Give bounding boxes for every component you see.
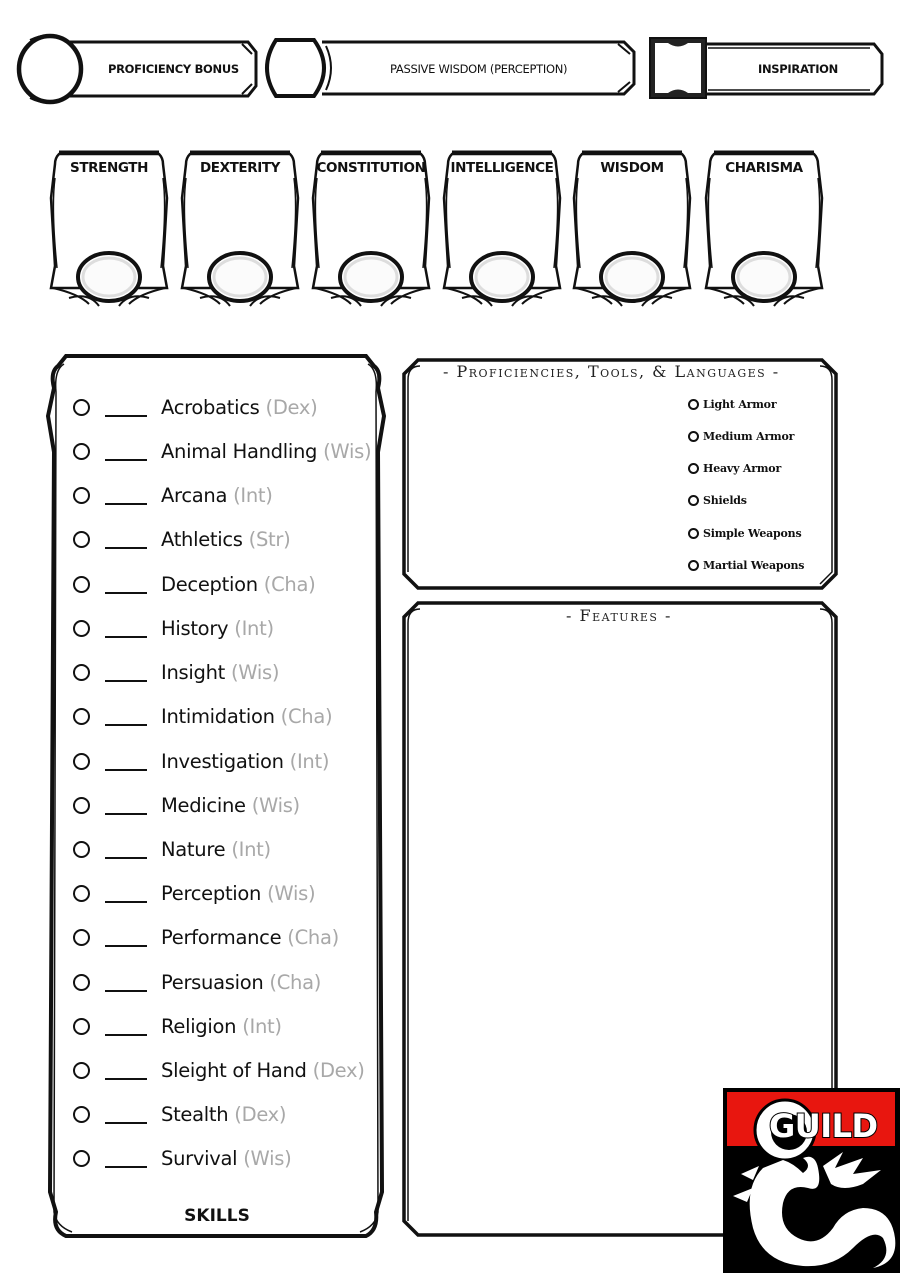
proficiency-radio[interactable] bbox=[73, 753, 90, 770]
proficiency-radio[interactable] bbox=[73, 443, 90, 460]
skill-ability: (Wis) bbox=[323, 439, 372, 463]
skill-ability: (Int) bbox=[234, 616, 274, 640]
skill-name: Insight bbox=[161, 660, 225, 684]
skill-row-nature bbox=[72, 835, 271, 863]
proficiency-radio[interactable] bbox=[688, 495, 699, 506]
skill-ability: (Wis) bbox=[243, 1146, 292, 1170]
passive-wisdom-value[interactable] bbox=[270, 44, 324, 92]
skill-name: Medicine bbox=[161, 793, 246, 817]
proficiency-radio[interactable] bbox=[73, 576, 90, 593]
skill-modifier-field[interactable] bbox=[105, 680, 147, 682]
features-title: - Features - bbox=[566, 606, 672, 625]
skill-modifier-field[interactable] bbox=[105, 459, 147, 461]
inspiration-value[interactable] bbox=[656, 44, 700, 94]
skill-modifier-field[interactable] bbox=[105, 1122, 147, 1124]
ability-box-wisdom bbox=[572, 148, 692, 308]
skill-modifier-field[interactable] bbox=[105, 592, 147, 594]
prof-item-light-armor bbox=[688, 396, 776, 412]
ability-label: WISDOM bbox=[600, 160, 664, 176]
skill-row-sleight-of-hand bbox=[72, 1056, 365, 1084]
skill-ability: (Dex) bbox=[234, 1102, 287, 1126]
proficiency-radio[interactable] bbox=[73, 929, 90, 946]
skill-name: Religion bbox=[161, 1014, 237, 1038]
skill-ability: (Cha) bbox=[269, 970, 322, 994]
skill-ability: (Cha) bbox=[263, 572, 316, 596]
prof-label: Light Armor bbox=[703, 397, 777, 411]
proficiency-radio[interactable] bbox=[688, 560, 699, 571]
skill-row-history bbox=[72, 614, 274, 642]
skill-row-arcana bbox=[72, 481, 273, 509]
skill-ability: (Wis) bbox=[251, 793, 300, 817]
skill-row-medicine bbox=[72, 791, 300, 819]
skill-name: Nature bbox=[161, 837, 226, 861]
skill-name: Perception bbox=[161, 881, 262, 905]
skill-ability: (Dex) bbox=[312, 1058, 365, 1082]
ability-box-strength bbox=[49, 148, 169, 308]
proficiencies-title: - Proficiencies, Tools, & Languages - bbox=[443, 362, 780, 381]
prof-label: Simple Weapons bbox=[703, 526, 802, 540]
proficiency-radio[interactable] bbox=[73, 531, 90, 548]
skill-row-performance bbox=[72, 923, 339, 951]
proficiency-radio[interactable] bbox=[688, 431, 699, 442]
ability-label: DEXTERITY bbox=[199, 160, 281, 176]
proficiency-radio[interactable] bbox=[73, 620, 90, 637]
skill-modifier-field[interactable] bbox=[105, 769, 147, 771]
skill-ability: (Int) bbox=[233, 483, 273, 507]
proficiency-radio[interactable] bbox=[73, 399, 90, 416]
skill-name: Deception bbox=[161, 572, 258, 596]
skill-row-intimidation bbox=[72, 702, 332, 730]
skill-ability: (Str) bbox=[248, 527, 291, 551]
guild-logo bbox=[723, 1088, 900, 1273]
proficiency-radio[interactable] bbox=[73, 1150, 90, 1167]
prof-item-martial-weapons bbox=[688, 557, 804, 573]
skill-modifier-field[interactable] bbox=[105, 857, 147, 859]
logo-text: GUILD bbox=[769, 1107, 878, 1145]
proficiency-radio[interactable] bbox=[73, 1018, 90, 1035]
skill-modifier-field[interactable] bbox=[105, 1166, 147, 1168]
ability-box-constitution bbox=[311, 148, 431, 308]
prof-item-shields bbox=[688, 492, 747, 508]
proficiency-radio[interactable] bbox=[73, 664, 90, 681]
skill-ability: (Cha) bbox=[287, 925, 339, 949]
proficiency-bonus-label: PROFICIENCY BONUS bbox=[108, 62, 239, 76]
proficiency-radio[interactable] bbox=[73, 1106, 90, 1123]
skill-ability: (Wis) bbox=[267, 881, 316, 905]
inspiration-label: INSPIRATION bbox=[758, 62, 838, 76]
skill-name: Arcana bbox=[161, 483, 228, 507]
skills-title: SKILLS bbox=[184, 1206, 250, 1226]
proficiency-radio[interactable] bbox=[688, 463, 699, 474]
ability-label: CONSTITUTION bbox=[316, 160, 426, 176]
prof-label: Medium Armor bbox=[703, 429, 795, 443]
skill-row-investigation bbox=[72, 747, 329, 775]
ability-label: STRENGTH bbox=[70, 160, 148, 176]
skill-modifier-field[interactable] bbox=[105, 1078, 147, 1080]
skill-row-acrobatics bbox=[72, 393, 317, 421]
skill-ability: (Dex) bbox=[265, 395, 318, 419]
proficiency-radio[interactable] bbox=[73, 797, 90, 814]
skill-modifier-field[interactable] bbox=[105, 415, 147, 417]
passive-wisdom-label: PASSIVE WISDOM (PERCEPTION) bbox=[390, 62, 568, 76]
skill-name: Sleight of Hand bbox=[161, 1058, 307, 1082]
skill-modifier-field[interactable] bbox=[105, 1034, 147, 1036]
skill-modifier-field[interactable] bbox=[105, 636, 147, 638]
skill-ability: (Cha) bbox=[280, 704, 333, 728]
proficiency-radio[interactable] bbox=[688, 528, 699, 539]
proficiency-radio[interactable] bbox=[73, 708, 90, 725]
skill-name: Athletics bbox=[161, 527, 243, 551]
prof-item-medium-armor bbox=[688, 428, 794, 444]
skill-row-perception bbox=[72, 879, 315, 907]
prof-item-heavy-armor bbox=[688, 460, 781, 476]
skill-row-athletics bbox=[72, 525, 290, 553]
skill-ability: (Int) bbox=[289, 749, 330, 773]
skill-row-animal-handling bbox=[72, 437, 371, 465]
proficiency-radio[interactable] bbox=[73, 1062, 90, 1079]
ability-box-intelligence bbox=[442, 148, 562, 308]
skill-modifier-field[interactable] bbox=[105, 503, 147, 505]
prof-item-simple-weapons bbox=[688, 525, 801, 541]
ability-label: CHARISMA bbox=[725, 160, 803, 176]
skill-name: Stealth bbox=[161, 1102, 229, 1126]
proficiency-bonus-value[interactable] bbox=[24, 40, 76, 98]
ability-box-dexterity bbox=[180, 148, 300, 308]
skill-modifier-field[interactable] bbox=[105, 901, 147, 903]
skill-modifier-field[interactable] bbox=[105, 724, 147, 726]
skill-name: Survival bbox=[161, 1146, 238, 1170]
skill-row-stealth bbox=[72, 1100, 286, 1128]
ability-box-charisma bbox=[704, 148, 824, 308]
skill-name: Performance bbox=[161, 925, 282, 949]
skill-modifier-field[interactable] bbox=[105, 945, 147, 947]
proficiency-radio[interactable] bbox=[73, 974, 90, 991]
proficiency-radio[interactable] bbox=[73, 487, 90, 504]
skill-name: Investigation bbox=[161, 749, 284, 773]
skill-row-deception bbox=[72, 570, 315, 598]
skill-row-insight bbox=[72, 658, 279, 686]
proficiency-radio[interactable] bbox=[73, 841, 90, 858]
skill-row-religion bbox=[72, 1012, 282, 1040]
prof-label: Heavy Armor bbox=[703, 461, 782, 475]
ability-label: INTELLIGENCE bbox=[450, 160, 554, 176]
skill-name: Intimidation bbox=[161, 704, 275, 728]
prof-label: Martial Weapons bbox=[703, 558, 805, 572]
prof-label: Shields bbox=[703, 493, 747, 507]
skill-ability: (Int) bbox=[231, 837, 271, 861]
skill-modifier-field[interactable] bbox=[105, 813, 147, 815]
skill-row-survival bbox=[72, 1144, 291, 1172]
proficiency-radio[interactable] bbox=[73, 885, 90, 902]
proficiency-radio[interactable] bbox=[688, 399, 699, 410]
skill-name: History bbox=[161, 616, 229, 640]
skill-ability: (Int) bbox=[242, 1014, 282, 1038]
skill-name: Animal Handling bbox=[161, 439, 318, 463]
skill-modifier-field[interactable] bbox=[105, 547, 147, 549]
skill-name: Persuasion bbox=[161, 970, 264, 994]
skill-ability: (Wis) bbox=[230, 660, 280, 684]
skill-modifier-field[interactable] bbox=[105, 990, 147, 992]
skill-row-persuasion bbox=[72, 968, 321, 996]
skill-name: Acrobatics bbox=[161, 395, 260, 419]
